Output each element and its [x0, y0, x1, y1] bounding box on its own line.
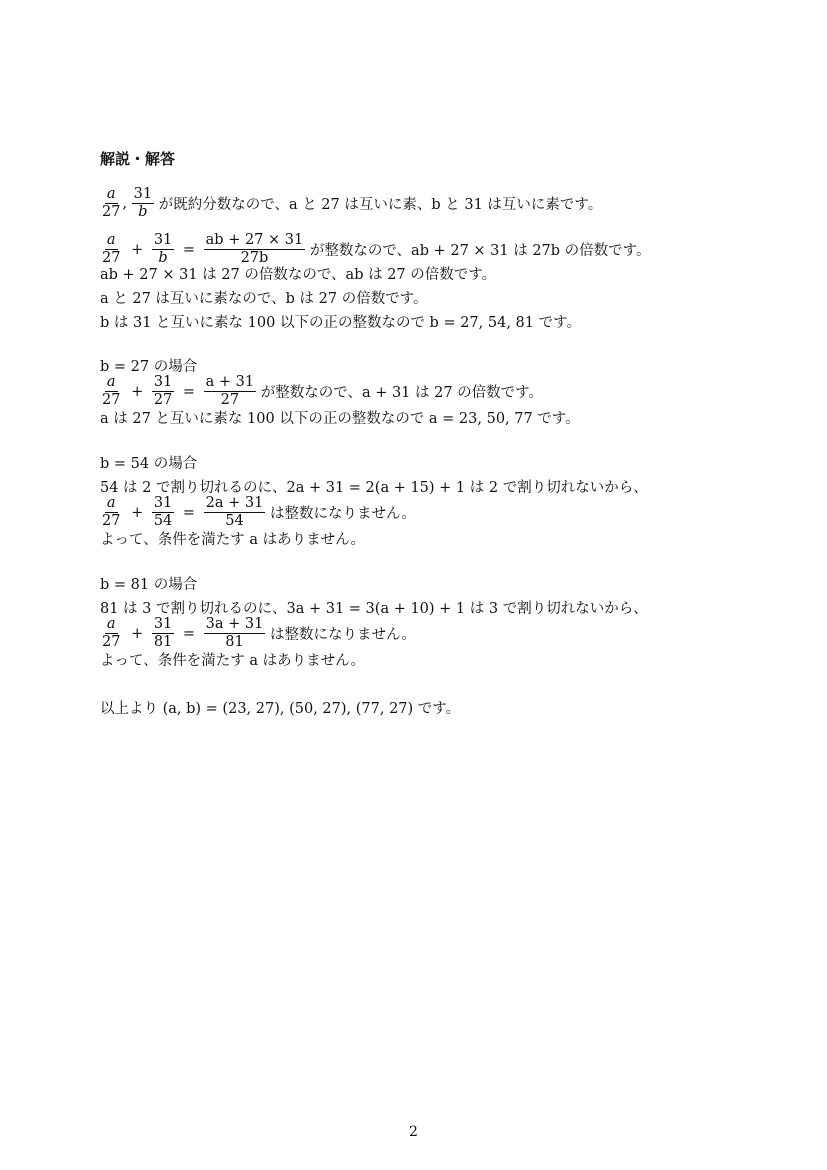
fraction-a-over-27: [100, 232, 122, 267]
equation-text-case-54: は整数になりません。: [269, 506, 416, 522]
denominator: 27: [102, 513, 121, 529]
denominator: b: [138, 204, 148, 220]
denominator: 27: [102, 250, 121, 266]
comma: ,: [122, 195, 128, 212]
fraction-combined: [204, 232, 306, 267]
conclusion-line: 以上より (a, b) = (23, 27), (50, 27), (77, 27) です。: [100, 701, 461, 717]
equals-sign: =: [182, 504, 196, 521]
denominator: b: [158, 250, 168, 266]
equation-text-2: が整数なので、ab + 27 × 31 は 27b の倍数です。: [309, 243, 651, 259]
fraction-a-over-27: [100, 616, 122, 651]
denominator: 54: [225, 513, 244, 529]
denominator: 27b: [240, 250, 269, 266]
denominator: 27: [102, 204, 121, 220]
text-case-81-line-3: よって、条件を満たす a はありません。: [100, 653, 365, 669]
numerator: 31: [153, 374, 173, 390]
equals-sign: =: [182, 383, 196, 400]
plus-sign: +: [131, 383, 144, 400]
text-case-81-line-1: 81 は 3 で割り切れるのに、3a + 31 = 3(a + 10) + 1 は 3 で割り切れないから、: [100, 601, 648, 617]
fraction-a-over-27: [100, 374, 122, 409]
fraction-31-over-b: [132, 186, 154, 221]
equals-sign: =: [182, 241, 196, 258]
denominator: 27: [153, 392, 173, 408]
plus-sign: +: [131, 504, 144, 521]
numerator: 31: [133, 186, 153, 202]
fraction-a-over-27: [100, 186, 122, 221]
fraction-a-over-27: [100, 495, 122, 530]
text-line-3: ab + 27 × 31 は 27 の倍数なので、ab は 27 の倍数です。: [100, 267, 497, 283]
numerator: ab + 27 × 31: [205, 232, 304, 248]
numerator: 31: [153, 616, 173, 632]
denominator: 81: [225, 634, 244, 650]
text-case-54-line-1: 54 は 2 で割り切れるのに、2a + 31 = 2(a + 15) + 1 は 2 で割り切れないから、: [100, 480, 648, 496]
fraction-31-over-81: [152, 616, 174, 651]
numerator: a: [106, 186, 116, 202]
numerator: a: [106, 374, 116, 390]
plus-sign: +: [131, 241, 144, 258]
fraction-31-over-b: [152, 232, 174, 267]
numerator: 2a + 31: [205, 495, 264, 511]
equation-text-case-27: が整数なので、a + 31 は 27 の倍数です。: [260, 385, 544, 401]
case-title-27: b = 27 の場合: [100, 359, 198, 375]
numerator: 3a + 31: [205, 616, 264, 632]
fraction-combined: [204, 374, 256, 409]
numerator: a: [106, 495, 116, 511]
denominator: 81: [153, 634, 173, 650]
case-title-54: b = 54 の場合: [100, 456, 198, 472]
case-title-81: b = 81 の場合: [100, 577, 198, 593]
text-case-27: a は 27 と互いに素な 100 以下の正の整数なので a = 23, 50, 77 です。: [100, 411, 580, 427]
fraction-combined: [204, 495, 266, 530]
equation-text-case-81: は整数になりません。: [269, 627, 416, 643]
equation-text-1: が既約分数なので、a と 27 は互いに素、b と 31 は互いに素です。: [158, 197, 603, 213]
numerator: a + 31: [205, 374, 255, 390]
denominator: 27: [102, 634, 121, 650]
numerator: 31: [153, 232, 173, 248]
denominator: 27: [220, 392, 240, 408]
section-heading: 解説・解答: [100, 150, 176, 168]
text-line-4: a と 27 は互いに素なので、b は 27 の倍数です。: [100, 291, 428, 307]
fraction-combined: [204, 616, 266, 651]
equation-line-1: [100, 186, 602, 230]
equals-sign: =: [182, 625, 196, 642]
denominator: 27: [102, 392, 121, 408]
denominator: 54: [153, 513, 173, 529]
page-number: 2: [409, 1124, 418, 1140]
text-line-5: b は 31 と互いに素な 100 以下の正の整数なので b = 27, 54, 81 です。: [100, 315, 581, 331]
fraction-31-over-54: [152, 495, 174, 530]
plus-sign: +: [131, 625, 144, 642]
numerator: a: [106, 616, 116, 632]
text-case-54-line-3: よって、条件を満たす a はありません。: [100, 532, 365, 548]
numerator: 31: [153, 495, 173, 511]
fraction-31-over-27: [152, 374, 174, 409]
numerator: a: [106, 232, 116, 248]
